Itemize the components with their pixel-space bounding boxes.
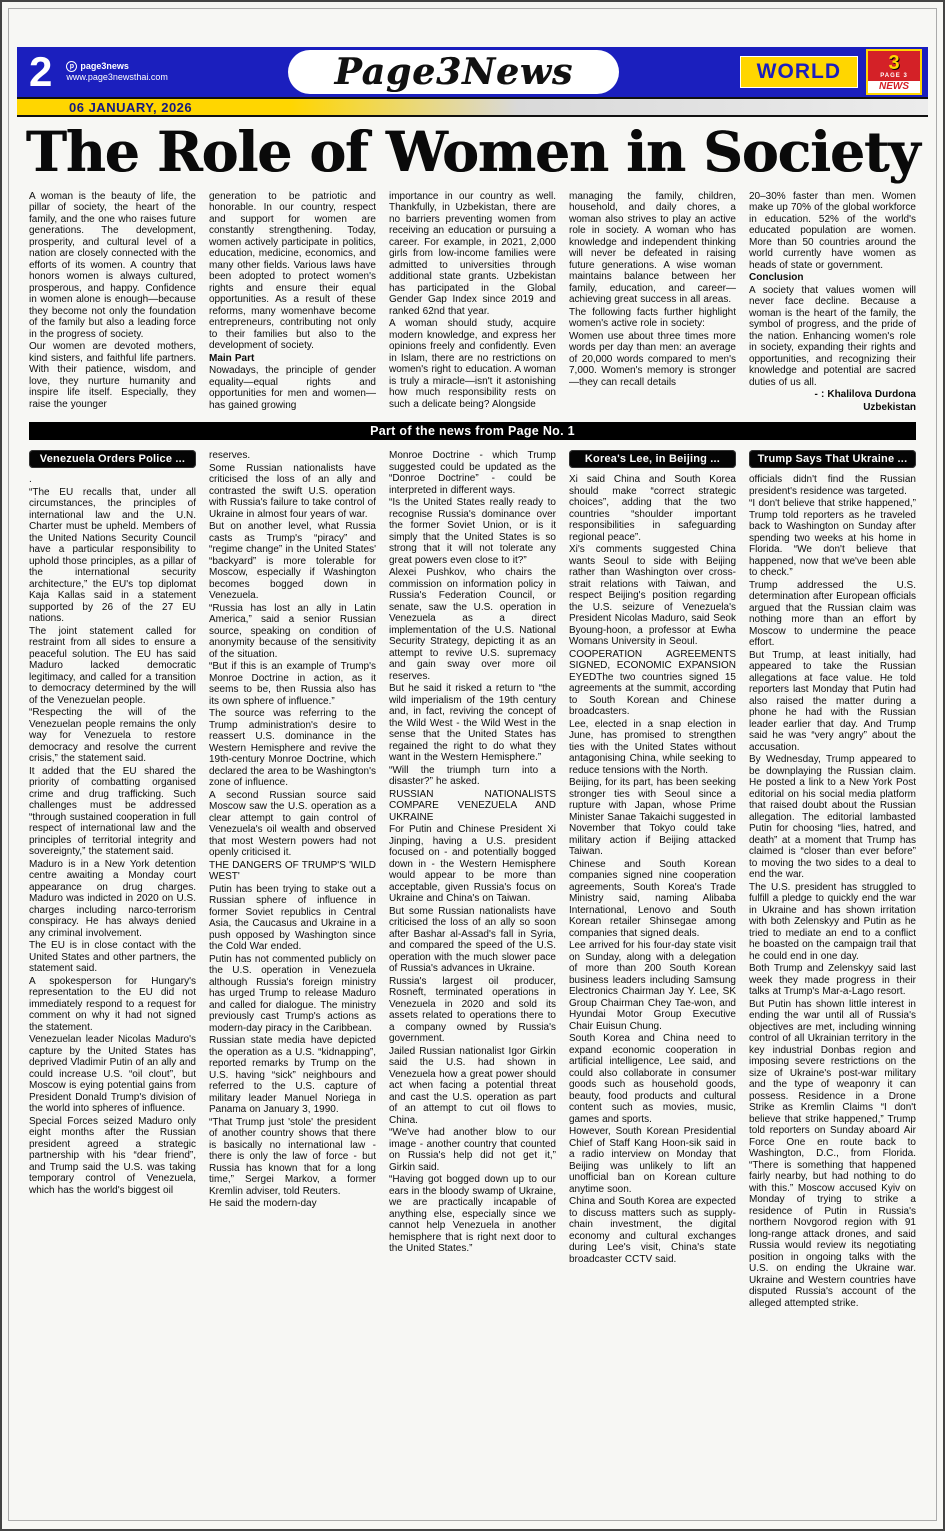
paragraph: Main Part [209,352,255,364]
paragraph: Women use about three times more words per day than men: an average of 20,000 words compared to men's 7,000. Women's memory is stronger—they can recall details [569,330,736,388]
section-divider: Part of the news from Page No. 1 [29,422,916,440]
news-column-trump-ukraine [749,450,916,1310]
paragraph: A woman should study, acquire modern knowledge, and express her opinions freely and confidently. Even in Islam, there are no restrictions on women's right to education. A woman is truly a miracle—isn't it astonishing how much responsibility rests on such a delicate being? Alongside [389,318,556,410]
paragraph: The U.S. president has struggled to fulfill a pledge to quickly end the war in Ukraine and has shown irritation with both Zelenskyy and Putin as he tried to mediate an end to a conflict he boasted on the campaign trail that he could end in one day. [749,881,916,962]
paragraph: Chinese and South Korean companies signed nine cooperation agreements, South Korea's Trade Ministry said, naming Alibaba International, Lenovo and South Korean retailer Shinsegae among companies that signed deals. [569,858,736,939]
paragraph: Maduro is in a New York detention centre awaiting a Monday court appearance on drug charges. Maduro was indicted in 2020 on U.S. charges including narco-terrorism conspiracy. He has always denied any criminal involvement. [29,858,196,939]
paragraph: Lee, elected in a snap election in June, has promised to strengthen ties with the United States without antagonising China, while seeking to reduce tensions with the North. [569,718,736,776]
paragraph: The source was referring to the Trump administration's desire to reassert U.S. dominance in the Western Hemisphere and revive the 19th-century Monroe Doctrine, which declared the area to be Washington's zone of influence. [209,708,376,789]
paragraph: Russia's largest oil producer, Rosneft, terminated operations in Venezuela in 2020 and sold its assets related to operations there to a company owned by Russia's government. [389,975,556,1045]
paragraph: But Trump, at least initially, had appeared to take the Russian allegations at face value. He told reporters last Monday that Putin had also raised the matter during a phone he had with the Russian leader earlier that day. And Trump said he was “very angry” about the accusation. [749,649,916,753]
paragraph: He said the modern-day [209,1198,317,1210]
paragraph: Conclusion [749,272,804,284]
paragraph: However, South Korean Presidential Chief of Staff Kang Hoon-sik said in a radio interview on Monday that Beijing was unlikely to lift an unofficial ban on Korean culture anytime soon. [569,1126,736,1195]
paragraph: generation to be patriotic and honorable. In our country, respect and support for women are constantly strengthening. Today, women actively participate in politics, education, medicine, economics, and many other fields. Various laws have been adopted to protect women's rights and ensure their equal opportunities. As a result of these reforms, many womenhave become entrepreneurs, contributing not only to their families but also to the development of society. [209,190,376,352]
paragraph: “Having got bogged down up to our ears in the bloody swamp of Ukraine, we are practically incapable of anything else, especially since we cannot help Venezuela in another hemisphere that is right next door to the United States.” [389,1174,556,1255]
paragraph: “Respecting the will of the Venezuelan people remains the only way for Venezuela to restore democracy and resolve the current crisis,” the statement said. [29,707,196,765]
article-column-3 [389,191,556,415]
paragraph: importance in our country as well. Thankfully, in Uzbekistan, there are no barriers preventing women from receiving an education or pursuing a career. For example, in 2021, 2,000 girls from low-income families were admitted to universities through additional state grants. Uzbekistan has participated in the Global Gender Gap Index since 2019 and ranked 62nd that year. [389,190,556,317]
paragraph: Putin has been trying to stake out a Russian sphere of influence in former Soviet republics in Central Asia, the Caucasus and Ukraine in a push opposed by Washington since the Cold War ended. [209,883,376,953]
logo-page-label: PAGE 3 [880,73,908,79]
news-text-continued-2 [389,450,556,1255]
paragraph: “I don't believe that strike happened,” Trump told reporters as he traveled back to Washington on Sunday after spending two weeks at his home in Florida. “We don't believe that happened, now that we've been able to check.” [749,498,916,579]
article-column-4 [569,191,736,415]
paragraph: A second Russian source said Moscow saw the U.S. operation as a clear attempt to gain control of Venezuela's oil wealth and observed that most Western powers had not openly criticised it. [209,789,376,859]
paragraph: “Is the United States really ready to recognise Russia's dominance over the former Soviet Union, or is it simply that the United States is so strong that it will not tolerate any great powers even close to it?” [389,497,556,566]
paragraph: But Putin has shown little interest in ending the war until all of Russia's objectives are met, including winning control of all Ukrainian territory in the key industrial Donbas region and imposing severe restrictions on the size of Ukraine's post-war military and the type of weaponry it can possess. Residence in a Drone Strike as Kremlin Claims “I don't believe that strike happened,” Trump told reporters on Sunday aboard Air Force One en route back to Washington, D.C., from Florida. “There is something that happened fairly nearby, but had nothing to do with this.” Moscow accused Kyiv on Monday of trying to strike a residence of Putin in Russia's northern Novgorod region with 91 long-range attack drones, and said Russia would review its negotiating position in ongoing talks with the U.S. on ending the Ukraine war. Ukraine and Western countries have disputed Russia's account of the alleged attempted strike. [749,998,916,1309]
paragraph: Xi's comments suggested China wants Seoul to side with Beijing rather than Washington over cross-strait relations with Taiwan, and respect Beijing's position regarding the U.S. seizure of Venezuela's President Nicolas Maduro, said Seok Byoung-hoon, a professor at Ewha Womans University in Seoul. [569,544,736,648]
paragraph: Alexei Pushkov, who chairs the commission on information policy in Russia's Federation Council, or senate, saw the U.S. operation in Venezuela as a direct implementation of the U.S. National Security Strategy, depicting it as an attempt to revive U.S. supremacy and gain sway over more oil reserves. [389,567,556,682]
paragraph: “The EU recalls that, under all circumstances, the principles of international law and the U.N. Charter must be upheld. Members of the United Nations Security Council have a particular responsibility to uphold those principles, as a pillar of the international security architecture,” the EU's top diplomat Kaja Kallas said in a statement supported by 26 of the 27 EU nations. [29,486,196,625]
paragraph: A society that values women will never face decline. Because a woman is the heart of the family, the symbol of progress, and the pride of the nation. Enhancing women's role in society, expanding their rights and opportunities, and recognizing their knowledge and potential are sacred duties of us all. [749,284,916,388]
paragraph: Putin has not commented publicly on the U.S. operation in Venezuela although Russia's foreign ministry has urged Trump to release Maduro and called for dialogue. The ministry previously cast Trump's actions as modern-day piracy in the Caribbean. [209,953,376,1034]
paragraph: reserves. [209,450,251,462]
paragraph: “We've had another blow to our image - another country that counted on Russia's help did not get it,” Girkin said. [389,1127,556,1173]
paragraph: “But if this is an example of Trump's Monroe Doctrine in action, as it seems to be, then Russia also has its own sphere of influence.” [209,661,376,707]
main-article [9,191,936,415]
paragraph: Nowadays, the principle of gender equality—equal rights and opportunities for men and women—has gained growing [209,365,376,411]
paragraph: Beijing, for its part, has been seeking stronger ties with Seoul since a rupture with Japan, whose Prime Minister Sanae Takaichi suggested in November that Tokyo could take military action if Beijing attacked Taiwan. [569,777,736,858]
paragraph: . [29,474,32,486]
news-text-trump-ukraine [749,474,916,1309]
brand-name-line [66,61,168,72]
paragraph: A woman is the beauty of life, the pillar of society, the heart of the family, and the one who raises future generations. The development, prosperity, and cultural level of a nation are closely connected with the efforts of its women. A country that honors women is always cultured, prosperous, and happy. Confidence in women alone is enough—because they become not only the foundation of the family but also a leading force in the progress of society. [29,190,196,340]
article-column-1 [29,191,196,415]
paragraph: But some Russian nationalists have criticised the loss of an ally so soon after Bashar al-Assad's fall in Syria, and compared the speed of the U.S. operation with the much slower pace of Russia's advances in Ukraine. [389,905,556,975]
paragraph: Some Russian nationalists have criticised the loss of an ally and contrasted the swift U.S. operation with Russia's failure to take control of Ukraine in almost four years of war. [209,462,376,520]
brand-name: page3news [80,60,129,71]
news-column-korea [569,450,736,1310]
paragraph: The joint statement called for restraint from all sides to ensure a peaceful solution. The EU has said Maduro lacked democratic legitimacy, and called for a transition to democracy determined by the will of the Venezuelan people. [29,625,196,706]
paragraph: Lee arrived for his four-day state visit on Sunday, along with a delegation of more than 200 South Korean business leaders including Samsung Electronics Chairman Jay Y. Lee, SK Group Chairman Chey Tae-won, and Hyundai Motor Group Executive Chair Euisun Chung. [569,940,736,1032]
paragraph: Venezuelan leader Nicolas Maduro's capture by the United States has deprived Vladimir Putin of an ally and could increase U.S. “oil clout”, but Moscow is eying potential gains from President Donald Trump's division of the world into spheres of influence. [29,1034,196,1115]
paragraph: For Putin and Chinese President Xi Jinping, having a U.S. president focused on - and potentially bogged down in - the Western Hemisphere would appear to be more than acceptable, given Russia's focus on Ukraine and China's on Taiwan. [389,824,556,905]
paragraph: A spokesperson for Hungary's representation to the EU did not immediately respond to a request for comment on why it had not signed the statement. [29,975,196,1033]
news-text-korea [569,474,736,1265]
masthead-bar [17,47,928,97]
news-section [9,450,936,1310]
paragraph: managing the family, children, household, and daily chores, a woman also strives to play an active role in society. A woman who has knowledge and independent thinking will never be defeated in raising future generations. A wise woman maintains balance between her family, education, and career—achieving great success in all areas. [569,190,736,306]
paragraph: But he said it risked a return to “the wild imperialism of the 19th century and, in fact, reviving the concept of the Wild West - the Wild West in the sense that the United States has regained the right to do what they want in the Western Hemisphere.” [389,683,556,764]
paragraph: South Korea and China need to expand economic cooperation in artificial intelligence, Lee said, and could also collaborate in consumer goods such as household goods, beauty, food products and cultural content such as movies, music, games and sports. [569,1033,736,1125]
page-number: 2 [29,48,53,95]
paragraph: THE DANGERS OF TRUMP'S 'WILD WEST' [209,859,376,883]
paragraph: Uzbekistan [863,401,916,413]
article-column-5 [749,191,916,415]
paragraph: It added that the EU shared the priority of combatting organised crime and drug trafficking. Such challenges must be addressed “through sustained cooperation in full respect of international law and the principles of territorial integrity and sovereignty,” the statement said. [29,765,196,858]
paragraph: 20–30% faster than men. Women make up 70% of the global workforce in education. 52% of the world's educated population are women. More than 50 countries around the world currently have women as heads of state or government. [749,190,916,271]
paragraph: RUSSIAN NATIONALISTS COMPARE VENEZUELA AND UKRAINE [389,788,556,823]
paragraph: “Will the triumph turn into a disaster?” he asked. [389,764,556,788]
paragraph: Our women are devoted mothers, kind sisters, and faithful life partners. With their patience, wisdom, and love, they nurture humanity and inspire life itself. Especially, they raise the younger [29,341,196,410]
paragraph: Russian state media have depicted the operation as a U.S. “kidnapping”, reported remarks by Trump on the U.S. having “sick” neighbours and referred to the U.S. capture of military leader Manuel Noriega in Panama on January 3, 1990. [209,1035,376,1116]
brand-icon: p [66,61,77,72]
news-header-korea: Korea's Lee, in Beijing ... [569,450,736,468]
brand-block [66,61,168,84]
news-header-venezuela: Venezuela Orders Police ... [29,450,196,468]
paragraph: The following facts further highlight women's active role in society: [569,306,736,330]
issue-date: 06 JANUARY, 2026 [69,99,193,115]
masthead-title: Page3News [288,50,619,94]
page3-logo-top [868,51,920,81]
paragraph: The EU is in close contact with the United States and other partners, the statement said. [29,940,196,975]
article-column-2 [209,191,376,415]
paragraph: Xi said China and South Korea should make “correct strategic choices”, adding that the two countries “shoulder important responsibilities in safeguarding regional peace”. [569,474,736,543]
news-text-venezuela [29,474,196,1196]
news-text-continued-1 [209,450,376,1210]
news-header-trump-ukraine: Trump Says That Ukraine ... [749,450,916,468]
page3-logo [866,49,922,95]
logo-news-label: NEWS [868,81,920,93]
section-badge-world: WORLD [740,56,858,88]
paragraph: - : Khalilova Durdona [814,389,916,401]
news-column-venezuela [29,450,196,1310]
paragraph: COOPERATION AGREEMENTS SIGNED, ECONOMIC EXPANSION EYEDThe two countries signed 15 agreements at the summit, according to South Korean and Chinese broadcasters. [569,648,736,718]
paragraph: Both Trump and Zelenskyy said last week they made progress in their talks at Trump's Mar-a-Lago resort. [749,963,916,998]
logo-number: 3 [888,52,900,74]
paragraph: Jailed Russian nationalist Igor Girkin said the U.S. had shown in Venezuela how a great power should act when facing a potential threat and cast the U.S. operation as part of an attempt to cut oil flows to China. [389,1045,556,1126]
paragraph: officials didn't find the Russian president's residence was targeted. [749,474,916,497]
paragraph: Trump addressed the U.S. determination after European officials argued that the Russian claim was nothing more than an effort by Moscow to undermine the peace effort. [749,579,916,649]
main-headline: The Role of Women in Society [25,119,920,184]
paragraph: Special Forces seized Maduro only eight months after the Russian president agreed a strategic partnership with his “dear friend”, and Trump said the U.S. was taking temporary control of Venezuela, which has the world's biggest oil [29,1115,196,1196]
paragraph: “That Trump just 'stole' the president of another country shows that there is basically no international law - there is only the law of force - but Russia has known that for a long time,” Sergei Markov, a former Kremlin adviser, told Reuters. [209,1116,376,1197]
brand-url: www.page3newsthai.com [66,72,168,82]
date-bar [17,97,928,117]
news-column-continued-2 [389,450,556,1310]
masthead-panel [176,50,732,94]
page-inner-border [8,8,937,1521]
news-column-continued-1 [209,450,376,1310]
paragraph: Monroe Doctrine - which Trump suggested could be updated as the “Donroe Doctrine” - could be interpreted in different ways. [389,450,556,496]
paragraph: “Russia has lost an ally in Latin America,” said a senior Russian source, speaking on condition of anonymity because of the sensitivity of the situation. [209,602,376,660]
paragraph: By Wednesday, Trump appeared to be downplaying the Russian claim. He posted a link to a New York Post editorial on his social media platform that raised doubt about the Russian allegation. The editorial lambasted Putin for choosing “lies, hatred, and death” at a moment that Trump has claimed is “closer than ever before” to moving the two sides to a deal to end the war. [749,754,916,881]
paragraph: But on another level, what Russia casts as Trump's “piracy” and “regime change” in the United States' “backyard” is more tolerable for Moscow, especially if Washington becomes bogged down in Venezuela. [209,521,376,602]
paragraph: China and South Korea are expected to discuss matters such as supply-chain investment, the digital economy and cultural exchanges during Lee's visit, China's state broadcaster CCTV said. [569,1196,736,1265]
